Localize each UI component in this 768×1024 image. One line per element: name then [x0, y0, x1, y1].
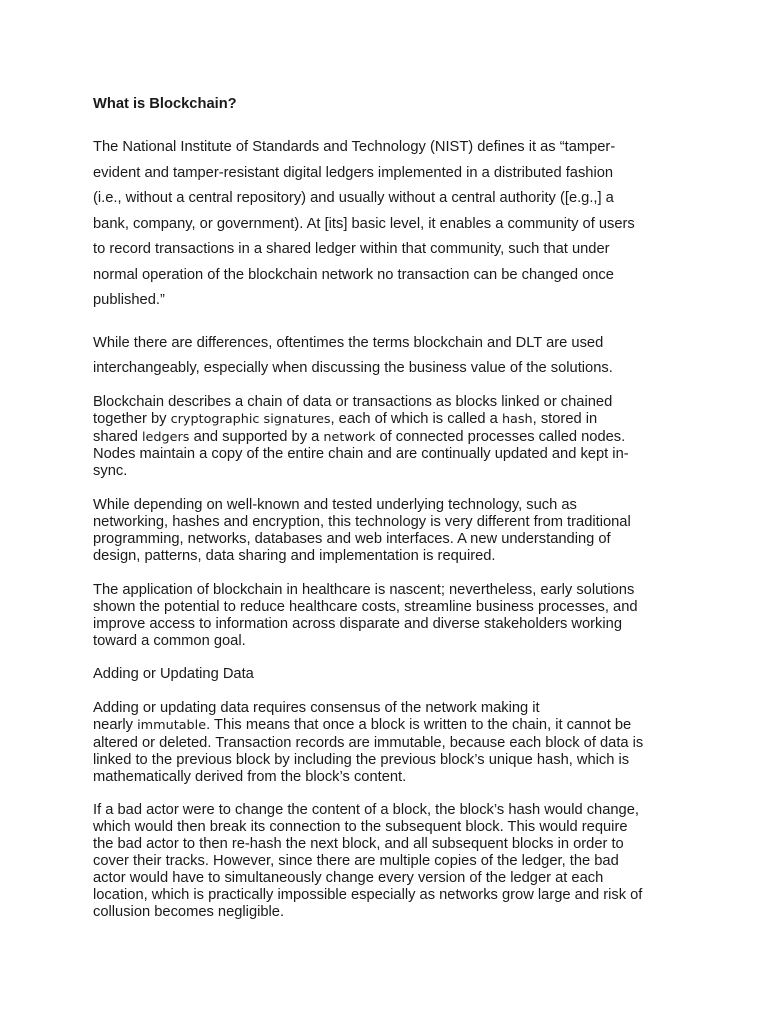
- text-line: evident and tamper-resistant digital ledgers implemented in a distributed fashion: [93, 165, 614, 181]
- text-line: toward a common goal.: [93, 633, 246, 649]
- text-line: While depending on well-known and tested underlying technology, such as: [93, 497, 577, 513]
- text-line: networking, hashes and encryption, this technology is very different from traditional: [93, 514, 631, 530]
- text-line: [93, 717, 631, 734]
- text-line: [93, 429, 625, 446]
- keyword-network[interactable]: network: [323, 430, 376, 445]
- text-line: altered or deleted. Transaction records are immutable, because each block of data is: [93, 735, 644, 751]
- text-line: location, which is practically impossible especially as networks grow large and risk of: [93, 887, 643, 903]
- text-line: to record transactions in a shared ledger within that community, such that under: [93, 241, 610, 257]
- section-subheading: Adding or Updating Data: [93, 666, 254, 682]
- text-line: bank, company, or government). At [its] basic level, it enables a community of users: [93, 216, 635, 232]
- document-title: What is Blockchain?: [93, 96, 237, 112]
- text-line: Nodes maintain a copy of the entire chain and are continually updated and kept in-: [93, 446, 629, 462]
- text-line: The National Institute of Standards and Technology (NIST) defines it as “tamper-: [93, 139, 616, 155]
- text-line: [93, 411, 597, 428]
- text-segment: . This means that once a block is written to the chain, it cannot be: [206, 717, 632, 733]
- text-line: design, patterns, data sharing and implementation is required.: [93, 548, 496, 564]
- text-line: programming, networks, databases and web interfaces. A new understanding of: [93, 531, 611, 547]
- text-segment: shared: [93, 429, 142, 445]
- text-line: If a bad actor were to change the content of a block, the block’s hash would change,: [93, 802, 639, 818]
- keyword-hash[interactable]: hash: [501, 412, 533, 427]
- text-segment: , stored in: [532, 411, 598, 427]
- text-line: published.”: [93, 292, 165, 308]
- text-line: shown the potential to reduce healthcare costs, streamline business processes, and: [93, 599, 638, 615]
- text-segment: , each of which is called a: [330, 411, 502, 427]
- text-line: normal operation of the blockchain network no transaction can be changed once: [93, 267, 614, 283]
- text-line: collusion becomes negligible.: [93, 904, 285, 920]
- text-line: (i.e., without a central repository) and usually without a central authority ([e.g.,] a: [93, 190, 614, 206]
- text-line: While there are differences, oftentimes the terms blockchain and DLT are used: [93, 335, 604, 351]
- text-line: The application of blockchain in healthcare is nascent; nevertheless, early solutions: [93, 582, 635, 598]
- text-segment: of connected processes called nodes.: [375, 429, 626, 445]
- text-line: cover their tracks. However, since there are multiple copies of the ledger, the bad: [93, 853, 619, 869]
- text-segment: together by: [93, 411, 171, 427]
- text-line: improve access to information across disparate and diverse stakeholders working: [93, 616, 623, 632]
- text-line: mathematically derived from the block’s content.: [93, 769, 407, 785]
- text-line: which would then break its connection to the subsequent block. This would require: [93, 819, 628, 835]
- keyword-ledgers[interactable]: ledgers: [142, 430, 190, 445]
- text-line: sync.: [93, 463, 128, 479]
- text-segment: nearly: [93, 717, 138, 733]
- text-line: linked to the previous block by including the previous block’s unique hash, which is: [93, 752, 630, 768]
- text-segment: and supported by a: [189, 429, 324, 445]
- text-line: interchangeably, especially when discussing the business value of the solutions.: [93, 360, 613, 376]
- keyword-immutable[interactable]: immutable: [137, 718, 207, 733]
- text-line: Blockchain describes a chain of data or transactions as blocks linked or chained: [93, 394, 613, 410]
- text-line: the bad actor to then re-hash the next block, and all subsequent blocks in order to: [93, 836, 624, 852]
- text-line: actor would have to simultaneously change every version of the ledger at each: [93, 870, 604, 886]
- keyword-cryptographic-signatures[interactable]: cryptographic signatures: [170, 412, 331, 427]
- text-line: Adding or updating data requires consensus of the network making it: [93, 700, 540, 716]
